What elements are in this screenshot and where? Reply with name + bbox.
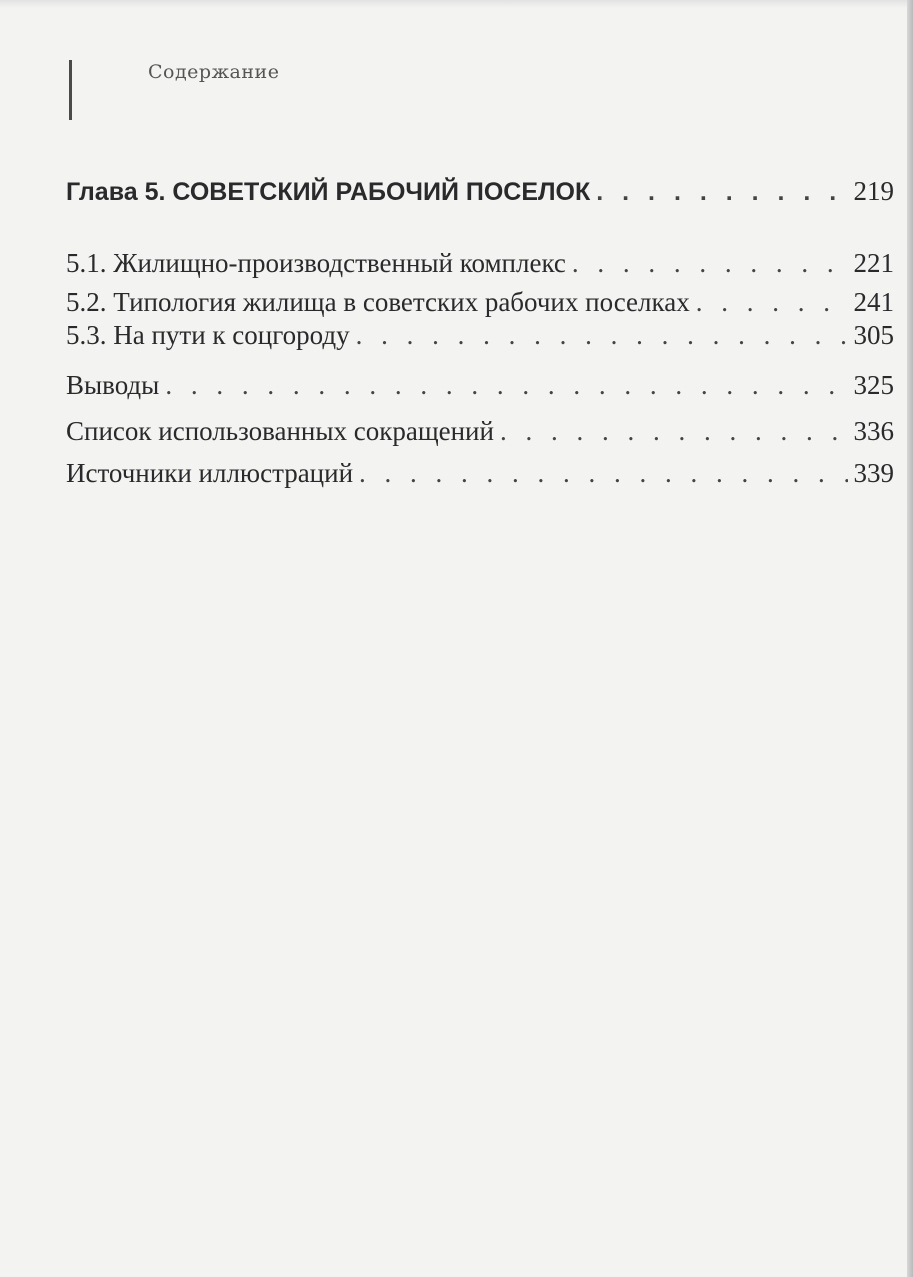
toc-entry-title: Источники иллюстраций — [66, 458, 354, 488]
toc-chapter-entry[interactable] — [66, 174, 894, 210]
toc-entry[interactable] — [66, 285, 894, 321]
page-top-shadow — [0, 0, 913, 8]
header-rule — [69, 60, 72, 120]
toc-entry[interactable] — [66, 318, 894, 354]
toc-entry[interactable] — [66, 456, 894, 492]
toc-page-number: 305 — [853, 320, 894, 350]
dot-leader — [596, 175, 847, 209]
toc-page-number: 219 — [853, 176, 894, 206]
toc-page-number: 325 — [853, 370, 894, 400]
dot-leader — [359, 456, 847, 490]
toc-entry[interactable] — [66, 414, 894, 450]
toc-entry[interactable] — [66, 368, 894, 404]
toc-entry-title: 5.1. Жилищно-производственный комплекс — [66, 248, 566, 278]
toc-entry-title: Выводы — [66, 370, 160, 400]
toc-page-number: 221 — [853, 248, 894, 278]
dot-leader — [696, 285, 848, 319]
toc-page-number: 336 — [853, 416, 894, 446]
toc-entry[interactable] — [66, 246, 894, 282]
running-header: Содержание — [148, 61, 280, 83]
toc-entry-title: Список использованных сокращений — [66, 416, 494, 446]
toc-entry-title: 5.3. На пути к соцгороду — [66, 320, 350, 350]
page-edge — [907, 0, 913, 1277]
dot-leader — [356, 318, 848, 352]
dot-leader — [165, 368, 847, 402]
toc-entry-title: 5.2. Типология жилища в советских рабочих поселках — [66, 287, 690, 317]
toc-page-number: 241 — [853, 287, 894, 317]
dot-leader — [500, 414, 848, 448]
toc-chapter-title: Глава 5. СОВЕТСКИЙ РАБОЧИЙ ПОСЕЛОК — [66, 178, 591, 206]
dot-leader — [572, 246, 848, 280]
toc-page-number: 339 — [853, 458, 894, 488]
